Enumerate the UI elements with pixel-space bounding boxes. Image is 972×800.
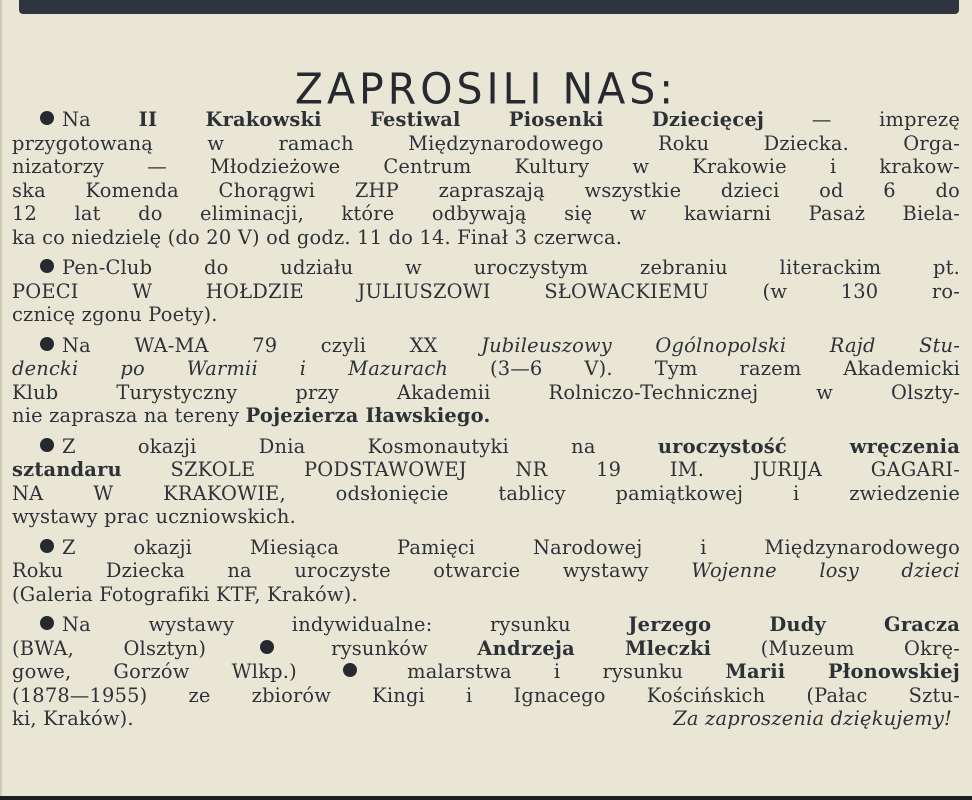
text: gowe, Gorzów Wlkp.) [12, 660, 340, 683]
text: nie zaprasza na tereny [12, 404, 246, 427]
text: (Muzeum Okrę- [711, 636, 960, 660]
bullet-dot-icon [40, 438, 54, 452]
invitation-item [12, 334, 960, 428]
text-line [12, 226, 960, 250]
text: wystawy prac uczniowskich. [12, 505, 296, 528]
text-line [12, 660, 960, 684]
text-line [12, 334, 960, 358]
text-line [12, 381, 960, 405]
invitation-item [12, 435, 960, 529]
text-line [12, 280, 960, 304]
bullet-dot-icon [40, 616, 54, 630]
text-line [12, 202, 960, 226]
text: Na WA-MA 79 czyli XX [62, 333, 482, 357]
text: malarstwa i rysunku [365, 660, 726, 683]
text: (3—6 V). Tym razem Akademicki [448, 357, 960, 380]
text-line [12, 108, 960, 132]
bold-text: II Krakowski Festiwal Piosenki Dziecięcej [138, 108, 765, 131]
text: przygotowaną w ramach Międzynarodowego Roku Dziecka. Orga- [12, 131, 960, 155]
text: POECI W HOŁDZIE JULIUSZOWI SŁOWACKIEMU (w 130 ro- [12, 279, 960, 303]
italic-text: Wojenne losy dzieci [691, 559, 960, 582]
text: — imprezę [764, 108, 960, 131]
signoff-text: Za zaproszenia dziękujemy! [673, 707, 952, 730]
invitation-item [12, 256, 960, 327]
text-line [12, 684, 960, 708]
invitation-item [12, 108, 960, 249]
text: (1878—1955) ze zbiorów Kingi i Ignacego Kościńskich (Pałac Sztu- [12, 683, 960, 707]
text: rysunków [281, 636, 478, 660]
text: (Galeria Fotografiki KTF, Kraków). [12, 582, 358, 606]
bold-text: sztandaru [12, 458, 122, 481]
bold-text: Pojezierza Iławskiego. [245, 404, 491, 427]
text-line [12, 404, 960, 428]
text-line [12, 155, 960, 179]
bullet-dot-icon [40, 259, 54, 273]
text: Pen-Club do udziału w uroczystym zebraniu literackim pt. [62, 256, 960, 279]
text: Z okazji Miesiąca Pamięci Narodowej i Międzynarodowego [62, 535, 960, 559]
bullet-dot-icon [40, 111, 54, 125]
text-line [12, 707, 960, 731]
page-edge [0, 0, 2, 800]
text: Klub Turystyczny przy Akademii Rolniczo-Technicznej w Olszty- [12, 380, 960, 404]
text: Roku Dziecka na uroczyste otwarcie wystawy [12, 559, 692, 582]
bold-text: Marii Płonowskiej [725, 660, 960, 683]
text-line [12, 179, 960, 203]
text: (BWA, Olsztyn) [12, 636, 256, 660]
article-body [12, 108, 960, 731]
bullet-dot-icon [343, 663, 357, 677]
text: nizatorzy — Młodzieżowe Centrum Kultury w Krakowie i krakow- [12, 155, 960, 178]
text-line [12, 132, 960, 156]
text-line [12, 583, 960, 607]
italic-text: Jubileuszowy Ogólnopolski Rajd Stu- [481, 333, 960, 357]
text: Na wystawy indywidualne: rysunku [62, 613, 629, 636]
text: SZKOLE PODSTAWOWEJ NR 19 IM. JURIJA GAGARI- [121, 458, 960, 481]
text: ka co niedzielę (do 20 V) od godz. 11 do 14. Finał 3 czerwca. [12, 225, 623, 249]
text-line [12, 613, 960, 637]
text-line [12, 458, 960, 482]
text-line [12, 637, 960, 661]
text-line [12, 482, 960, 506]
text-line [12, 505, 960, 529]
top-rule-bar [19, 0, 959, 14]
text-line [12, 357, 960, 381]
bottom-rule-bar [0, 796, 972, 800]
bullet-dot-icon [260, 640, 274, 654]
text-line [12, 256, 960, 280]
text-line [12, 536, 960, 560]
invitation-item [12, 613, 960, 731]
bullet-dot-icon [40, 337, 54, 351]
bold-text: uroczystość wręczenia [657, 434, 960, 458]
page-title: ZAPROSILI NAS: [294, 64, 678, 115]
text: NA W KRAKOWIE, odsłonięcie tablicy pamiątkowej i zwiedzenie [12, 481, 960, 505]
text-line [12, 435, 960, 459]
invitation-item [12, 536, 960, 607]
text: 12 lat do eliminacji, które odbywają się w kawiarni Pasaż Biela- [12, 202, 960, 225]
bold-text: Jerzego Dudy Gracza [628, 613, 960, 636]
bullet-dot-icon [40, 539, 54, 553]
bold-text: Andrzeja Mleczki [477, 636, 712, 660]
text: Z okazji Dnia Kosmonautyki na [62, 434, 658, 458]
text: ki, Kraków). [12, 707, 134, 730]
text-line [12, 303, 960, 327]
text: Na [62, 108, 139, 131]
text: cznicę zgonu Poety). [12, 303, 218, 326]
italic-text: dencki po Warmii i Mazurach [12, 357, 449, 380]
text: ska Komenda Chorągwi ZHP zapraszają wszystkie dzieci od 6 do [12, 178, 960, 202]
text-line [12, 559, 960, 583]
